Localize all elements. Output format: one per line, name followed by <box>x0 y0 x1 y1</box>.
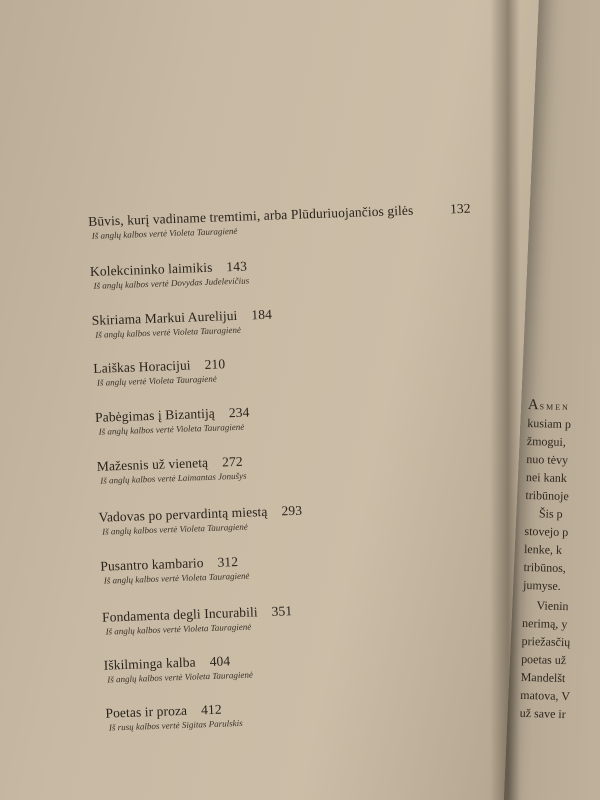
entry-page-number: 234 <box>228 404 250 421</box>
text-line: matova, V <box>520 687 571 704</box>
text-line: priežasčių <box>521 633 571 650</box>
entry-page-number: 143 <box>226 258 248 275</box>
entry-translator: Iš anglų kalbos vertė Violeta Tauragienė <box>91 225 238 241</box>
entry-page-number: 312 <box>217 553 239 570</box>
entry-page-number: 132 <box>449 200 471 217</box>
text-line: jumyse. <box>522 577 561 593</box>
entry-page-number: 272 <box>221 453 243 470</box>
text-line: žmogui, <box>526 433 567 450</box>
entry-translator: Iš anglų kalbos vertė Violeta Tauragienė <box>103 570 250 586</box>
text-line: nuo tėvy <box>526 451 569 468</box>
entry-title: Laiškas Horacijui <box>93 357 191 376</box>
entry-translator: Iš anglų kalbos vertė Violeta Tauragienė <box>98 421 245 437</box>
entry-title: Poetas ir proza <box>105 702 188 721</box>
text-line: už save ir <box>519 705 566 722</box>
small-caps: SMEN <box>539 402 570 413</box>
text-line: kusiam p <box>527 415 572 432</box>
entry-translator: Iš anglų kalbos vertė Violeta Tauragienė <box>105 621 252 637</box>
entry-page-number: 210 <box>204 356 226 373</box>
entry-title: Iškilminga kalba <box>103 654 196 673</box>
entry-title: Pusantro kambario <box>100 555 204 574</box>
entry-page-number: 404 <box>209 653 231 670</box>
text-line: stovejo p <box>524 523 569 540</box>
text-line: nerimą, y <box>521 615 568 632</box>
entry-page-number: 184 <box>251 306 273 323</box>
text-line: tribūnoje <box>525 487 569 504</box>
entry-title: Pabėgimas į Bizantiją <box>94 405 216 425</box>
entry-page-number: 412 <box>200 701 222 718</box>
entry-title: Fondamenta degli Incurabili <box>101 604 258 625</box>
text-line: lenke, k <box>523 541 563 557</box>
entry-translator: Iš anglų kalbos vertė Violeta Tauragienė <box>101 521 248 537</box>
entry-translator: Iš anglų kalbos vertė Violeta Tauragienė <box>107 669 254 685</box>
text-line: nei kank <box>525 469 568 486</box>
entry-title: Mažesnis už vienetą <box>96 454 209 474</box>
entry-page-number: 293 <box>281 502 303 519</box>
entry-title: Vadovas po pervardintą miestą <box>98 503 268 525</box>
text-line: Šis p <box>538 506 563 521</box>
entry-title: Būvis, kurį vadiname tremtimi, arba Plūduriuojančios gilės <box>88 202 414 229</box>
entry-translator: Iš anglų kalbos vertė Dovydas Judelevičius <box>93 275 250 291</box>
entry-page-number: 351 <box>271 603 293 619</box>
entry-title: Kolekcininko laimikis <box>89 259 213 279</box>
drop-cap: A <box>527 397 540 414</box>
text-line: Mandelšt <box>520 669 566 686</box>
entry-translator: Iš anglų kalbos vertė Laimantas Jonušys <box>100 470 247 486</box>
text-line: tribūnos, <box>523 559 567 576</box>
entry-translator: Iš anglų vertė Violeta Tauragienė <box>96 373 217 388</box>
entry-translator: Iš rusų kalbos vertė Sigitas Parulskis <box>108 717 243 733</box>
entry-title: Skiriama Markui Aurelijui <box>91 307 238 328</box>
text-line: Vienin <box>536 598 569 614</box>
right-page-heading <box>528 398 570 415</box>
text-line: poetas už <box>520 651 567 668</box>
entry-translator: Iš anglų kalbos vertė Violeta Tauragienė <box>95 324 242 340</box>
